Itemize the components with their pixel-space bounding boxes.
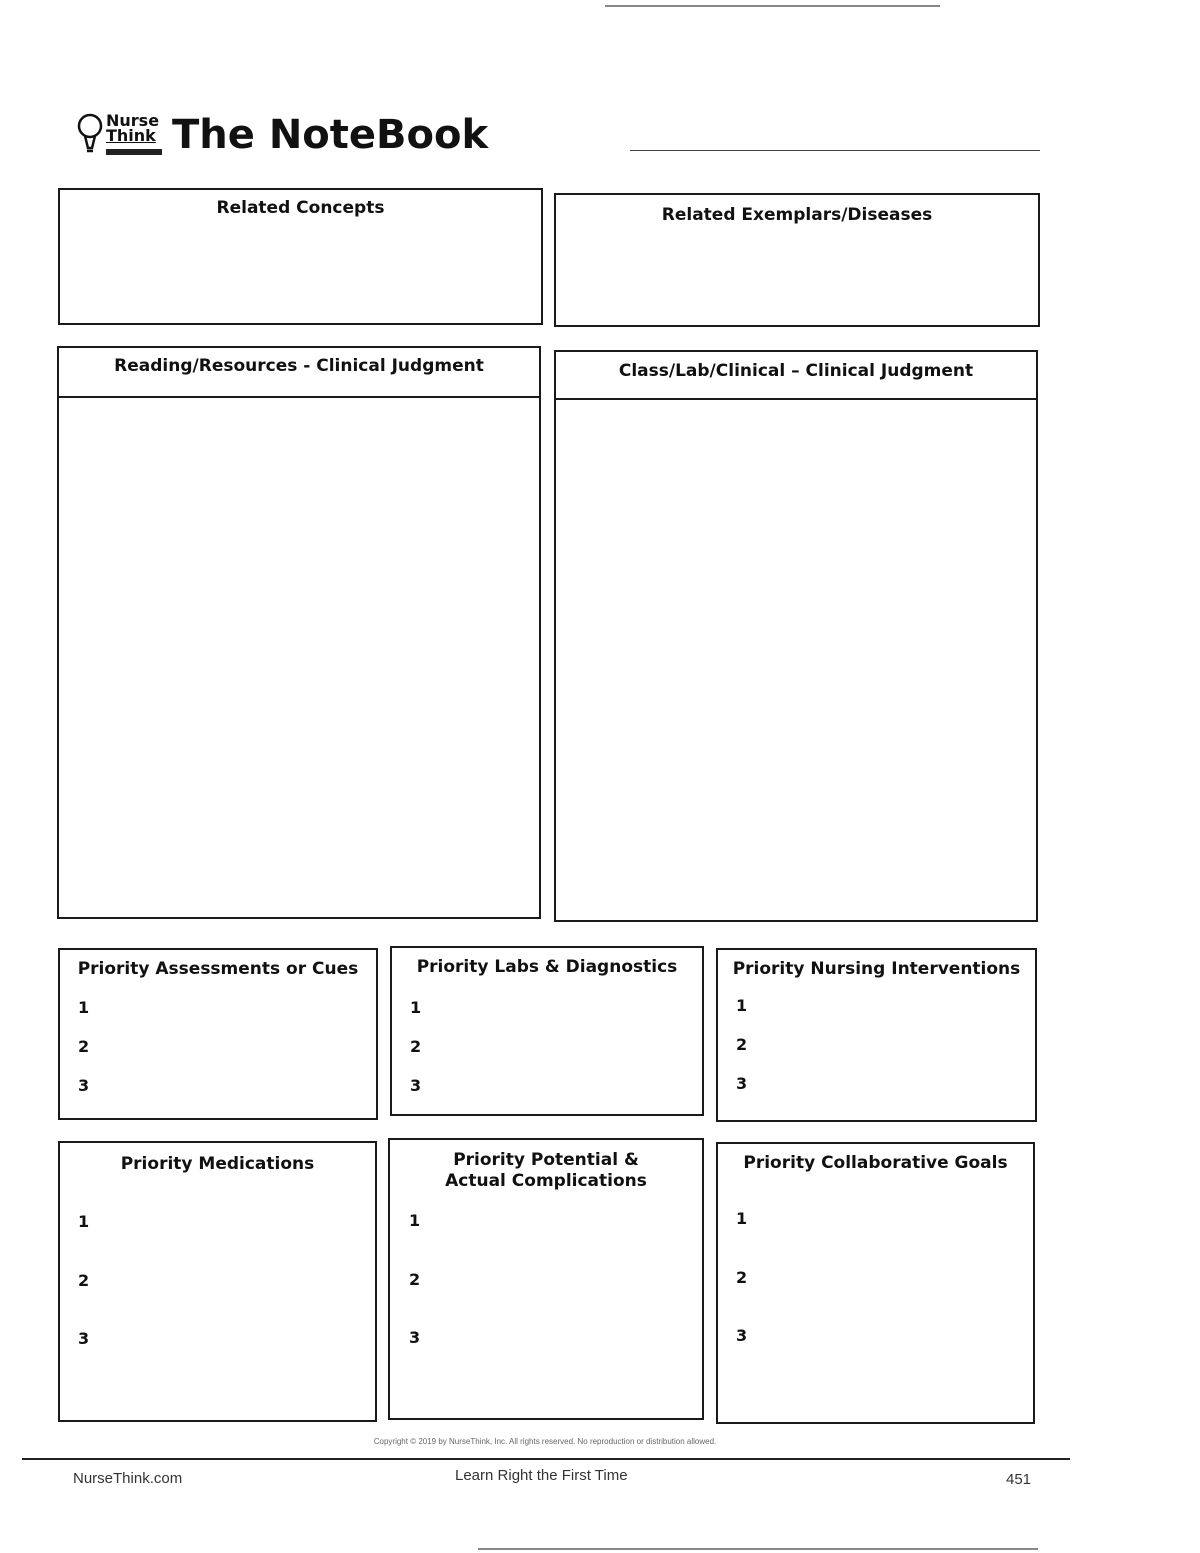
class-lab-clinical-box[interactable] — [554, 350, 1038, 922]
priority-goals-box[interactable] — [716, 1142, 1035, 1424]
header-name-line — [630, 150, 1040, 151]
priority-goals-title — [718, 1153, 1033, 1174]
list-item-number: 2 — [736, 1035, 748, 1054]
footer-divider — [22, 1458, 1070, 1460]
list-item-number: 1 — [409, 1211, 421, 1230]
priority-interventions-title: Priority Nursing Interventions — [732, 959, 1021, 979]
priority-assessments-box[interactable] — [58, 948, 378, 1120]
list-item-number: 3 — [78, 1329, 90, 1348]
list-item-number: 3 — [410, 1076, 422, 1095]
nursethink-logo — [76, 112, 168, 160]
list-item-number: 2 — [78, 1271, 90, 1290]
list-item-number: 3 — [78, 1076, 90, 1095]
related-concepts-box[interactable] — [58, 188, 543, 325]
list-item-number: 3 — [409, 1328, 421, 1347]
priority-complications-title-line1: Priority Potential & — [453, 1150, 639, 1170]
priority-labs-title: Priority Labs & Diagnostics — [416, 957, 678, 977]
priority-labs-box[interactable] — [390, 946, 704, 1116]
footer-tagline: Learn Right the First Time — [455, 1467, 628, 1484]
logo-text-think: Think — [106, 126, 156, 145]
priority-complications-title-line2: Actual Complications — [445, 1171, 647, 1191]
page-number: 451 — [1006, 1471, 1032, 1488]
reading-resources-box[interactable] — [57, 346, 541, 919]
priority-medications-title — [60, 1154, 375, 1175]
reading-resources-header-divider — [59, 396, 539, 398]
page-title: The NoteBook — [172, 112, 489, 158]
class-lab-clinical-title: Class/Lab/Clinical – Clinical Judgment — [618, 361, 974, 381]
list-item-number: 1 — [78, 1212, 90, 1231]
footer-site: NurseThink.com — [73, 1470, 183, 1487]
related-exemplars-box[interactable] — [554, 193, 1040, 327]
priority-complications-title — [390, 1150, 702, 1192]
list-item-number: 1 — [410, 998, 422, 1017]
list-item-number: 3 — [736, 1326, 748, 1345]
scan-edge-top — [605, 5, 940, 7]
list-item-number: 2 — [78, 1037, 90, 1056]
priority-medications-title-line1: Priority Medications — [120, 1154, 315, 1174]
related-exemplars-title: Related Exemplars/Diseases — [661, 205, 933, 225]
priority-assessments-title: Priority Assessments or Cues — [77, 959, 359, 979]
list-item-number: 2 — [736, 1268, 748, 1287]
class-lab-clinical-header-divider — [556, 398, 1036, 400]
logo-text-nurse: Nurse — [106, 111, 160, 130]
list-item-number: 3 — [736, 1074, 748, 1093]
priority-medications-box[interactable] — [58, 1141, 377, 1422]
list-item-number: 2 — [409, 1270, 421, 1289]
lightbulb-icon — [76, 112, 106, 158]
related-concepts-title: Related Concepts — [216, 198, 385, 218]
logo-badge — [106, 149, 162, 155]
list-item-number: 1 — [736, 1209, 748, 1228]
copyright-notice: Copyright © 2019 by NurseThink, Inc. All rights reserved. No reproduction or distribution allowed. — [373, 1437, 717, 1446]
list-item-number: 2 — [410, 1037, 422, 1056]
scan-edge-bottom — [478, 1548, 1038, 1550]
list-item-number: 1 — [78, 998, 90, 1017]
priority-interventions-box[interactable] — [716, 948, 1037, 1122]
priority-goals-title-line1: Priority Collaborative Goals — [743, 1153, 1008, 1173]
list-item-number: 1 — [736, 996, 748, 1015]
reading-resources-title: Reading/Resources - Clinical Judgment — [114, 356, 484, 376]
priority-complications-box[interactable] — [388, 1138, 704, 1420]
